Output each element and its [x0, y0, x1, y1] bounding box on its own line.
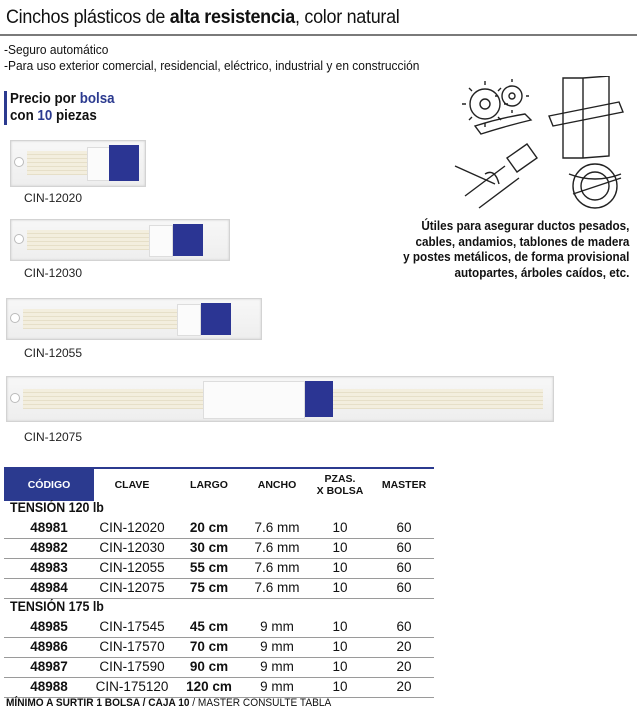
table-row — [4, 678, 434, 698]
table-row — [4, 658, 434, 678]
cell-ancho: 9 mm — [260, 639, 294, 654]
footer-note — [6, 697, 331, 709]
bundle-tie-icon — [569, 164, 621, 208]
usage-illustrations — [445, 76, 635, 216]
table-header — [4, 467, 434, 501]
cell-pzas: 10 — [332, 560, 348, 575]
product-code-label: CIN-12075 — [24, 430, 83, 444]
cell-code: 48986 — [30, 639, 68, 654]
feature-list — [4, 42, 419, 74]
cell-pzas: 10 — [332, 659, 348, 674]
price-text: con — [10, 108, 38, 124]
cell-code: 48987 — [30, 659, 68, 674]
bag-label-white — [149, 225, 173, 257]
uses-line: y postes metálicos, de forma provisional — [402, 249, 629, 264]
price-accent-bar — [4, 91, 7, 125]
col-header-ancho: ANCHO — [257, 479, 297, 491]
col-header-clave: CLAVE — [114, 479, 150, 491]
cell-pzas: 10 — [332, 540, 348, 555]
bag-label-white — [177, 304, 201, 336]
price-highlight: 10 — [37, 108, 53, 124]
product-image-cin-12030 — [10, 219, 230, 261]
cell-pzas: 10 — [332, 679, 348, 694]
cell-master: 60 — [396, 580, 412, 595]
table-row — [4, 579, 434, 599]
cell-pzas: 10 — [332, 520, 348, 535]
col-header-largo: LARGO — [190, 479, 228, 491]
cell-largo: 30 cm — [189, 540, 229, 555]
uses-line: cables, andamios, tablones de madera — [415, 233, 629, 249]
cell-largo: 20 cm — [189, 520, 229, 535]
cell-ancho: 9 mm — [260, 659, 294, 674]
title-part-2: alta resistencia — [169, 6, 295, 28]
section-title: TENSIÓN 175 lb — [10, 599, 104, 614]
product-code-label: CIN-12020 — [24, 191, 83, 205]
cell-master: 20 — [396, 679, 412, 694]
footer-bold: MÍNIMO A SURTIR 1 BOLSA / CAJA 10 — [6, 697, 190, 709]
cell-largo: 55 cm — [189, 560, 229, 575]
bag-label-blue — [109, 145, 139, 181]
product-image-cin-12055 — [6, 298, 262, 340]
table-row — [4, 539, 434, 559]
title-part-3: , color natural — [294, 6, 400, 28]
cell-code: 48982 — [30, 540, 68, 555]
table-row — [4, 638, 434, 658]
cell-largo: 70 cm — [189, 639, 229, 654]
product-image-cin-12020 — [10, 140, 146, 187]
cell-clave: CIN-17545 — [99, 619, 165, 634]
col-header-pzas — [310, 469, 370, 501]
cell-ancho: 7.6 mm — [254, 540, 300, 555]
cell-code: 48985 — [30, 619, 68, 634]
cell-ancho: 7.6 mm — [254, 520, 300, 535]
bag-label-blue — [173, 224, 203, 256]
table-row — [4, 618, 434, 638]
uses-description — [403, 218, 629, 280]
col-header-master: MASTER — [381, 479, 427, 491]
cell-master: 60 — [396, 520, 412, 535]
cell-code: 48984 — [30, 580, 68, 595]
col-header-pzas-line: X BOLSA — [316, 485, 364, 497]
bag-label-blue — [305, 381, 333, 417]
cell-largo: 75 cm — [189, 580, 229, 595]
title-divider — [0, 34, 637, 36]
cell-master: 20 — [396, 659, 412, 674]
cell-ancho: 9 mm — [260, 619, 294, 634]
feature-item: -Para uso exterior comercial, residencial, eléctrico, industrial y en construcción — [4, 58, 420, 73]
cell-code: 48988 — [30, 679, 68, 694]
title-part-1: Cinchos plásticos de — [6, 6, 170, 28]
hang-hole-icon — [14, 157, 24, 167]
cell-master: 60 — [396, 560, 412, 575]
table-row — [4, 519, 434, 539]
hose-tie-icon — [455, 144, 537, 208]
board-tie-icon — [549, 76, 623, 158]
price-highlight: bolsa — [79, 91, 115, 107]
uses-line: Útiles para asegurar ductos pesados, — [420, 218, 629, 233]
cell-master: 60 — [396, 619, 412, 634]
bag-label-blue — [201, 303, 231, 335]
cell-clave: CIN-12020 — [99, 520, 165, 535]
cell-ancho: 9 mm — [260, 679, 294, 694]
product-code-label: CIN-12055 — [24, 346, 83, 360]
bag-label-white — [203, 381, 305, 419]
cell-master: 60 — [396, 540, 412, 555]
price-text: piezas — [52, 108, 97, 124]
cell-clave: CIN-17570 — [99, 639, 165, 654]
hang-hole-icon — [10, 313, 20, 323]
cell-clave: CIN-12075 — [99, 580, 165, 595]
product-image-cin-12075 — [6, 376, 554, 422]
cell-largo: 90 cm — [189, 659, 229, 674]
col-header-codigo: CÓDIGO — [4, 469, 94, 501]
feature-item: -Seguro automático — [4, 42, 109, 57]
uses-line: autopartes, árboles caídos, etc. — [454, 264, 629, 280]
cell-pzas: 10 — [332, 619, 348, 634]
bag-label-white — [87, 147, 111, 181]
cell-clave: CIN-12055 — [99, 560, 165, 575]
footer-normal: / MASTER CONSULTE TABLA — [189, 697, 332, 709]
cell-master: 20 — [396, 639, 412, 654]
cell-clave: CIN-12030 — [99, 540, 165, 555]
col-header-pzas-line: PZAS. — [324, 473, 356, 485]
table-row — [4, 559, 434, 579]
page-title — [6, 6, 400, 29]
price-note — [10, 91, 115, 125]
cell-pzas: 10 — [332, 639, 348, 654]
cell-ancho: 7.6 mm — [254, 560, 300, 575]
cell-code: 48981 — [30, 520, 68, 535]
gears-icon — [462, 79, 531, 134]
cell-code: 48983 — [30, 560, 68, 575]
cell-largo: 120 cm — [186, 679, 232, 694]
cell-largo: 45 cm — [189, 619, 229, 634]
hang-hole-icon — [10, 393, 20, 403]
cell-ancho: 7.6 mm — [254, 580, 300, 595]
price-text: Precio por — [10, 91, 80, 107]
cell-pzas: 10 — [332, 580, 348, 595]
cell-clave: CIN-175120 — [95, 679, 169, 694]
cell-clave: CIN-17590 — [99, 659, 165, 674]
product-code-label: CIN-12030 — [24, 266, 83, 280]
section-title: TENSIÓN 120 lb — [10, 500, 104, 515]
hang-hole-icon — [14, 234, 24, 244]
